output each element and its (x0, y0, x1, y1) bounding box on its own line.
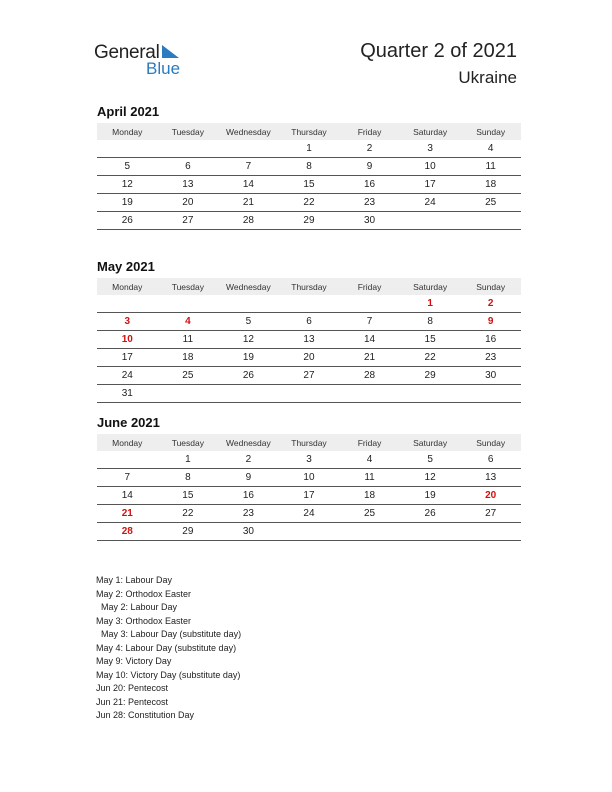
day-cell: 15 (158, 487, 219, 505)
week-row (97, 469, 521, 487)
weekday-header: Thursday (279, 278, 340, 295)
generalblue-logo (94, 40, 194, 80)
day-cell: 1 (158, 451, 219, 469)
day-cell: 1 (279, 140, 340, 158)
page-title: Quarter 2 of 2021 (360, 40, 517, 62)
day-cell (460, 523, 521, 541)
logo-blue-text: Blue (146, 59, 181, 78)
day-cell: 8 (158, 469, 219, 487)
day-cell: 2 (218, 451, 279, 469)
day-cell: 13 (279, 331, 340, 349)
day-cell: 19 (97, 194, 158, 212)
day-cell: 15 (279, 176, 340, 194)
day-cell: 19 (400, 487, 461, 505)
day-cell: 25 (339, 505, 400, 523)
week-row (97, 349, 521, 367)
day-cell: 18 (460, 176, 521, 194)
day-cell (339, 523, 400, 541)
month-april (97, 104, 521, 230)
holiday-item: Jun 20: Pentecost (96, 683, 169, 693)
day-cell (218, 385, 279, 403)
day-cell: 28 (339, 367, 400, 385)
weekday-header: Monday (97, 434, 158, 451)
weekday-header: Thursday (279, 123, 340, 140)
day-cell: 14 (97, 487, 158, 505)
day-cell: 11 (460, 158, 521, 176)
day-cell: 4 (339, 451, 400, 469)
day-cell: 23 (460, 349, 521, 367)
day-cell: 2 (339, 140, 400, 158)
calendar-table (97, 123, 521, 230)
weekday-header: Sunday (460, 123, 521, 140)
weekday-header: Friday (339, 434, 400, 451)
day-cell: 22 (400, 349, 461, 367)
day-cell (158, 385, 219, 403)
day-cell: 17 (279, 487, 340, 505)
weekday-header: Saturday (400, 434, 461, 451)
month-title: June 2021 (97, 415, 160, 430)
week-row (97, 505, 521, 523)
holiday-item: May 2: Orthodox Easter (96, 588, 192, 599)
day-cell: 27 (158, 212, 219, 230)
day-cell: 14 (339, 331, 400, 349)
day-cell: 8 (279, 158, 340, 176)
week-row (97, 140, 521, 158)
day-cell: 10 (97, 331, 158, 349)
day-cell: 6 (279, 313, 340, 331)
day-cell (339, 385, 400, 403)
day-cell (400, 523, 461, 541)
day-cell: 7 (218, 158, 279, 176)
day-cell: 19 (218, 349, 279, 367)
day-cell: 21 (97, 505, 158, 523)
day-cell (339, 295, 400, 313)
day-cell (279, 295, 340, 313)
day-cell: 21 (218, 194, 279, 212)
calendar-table (97, 434, 521, 541)
day-cell: 6 (158, 158, 219, 176)
day-cell: 20 (279, 349, 340, 367)
day-cell: 30 (460, 367, 521, 385)
day-cell: 28 (97, 523, 158, 541)
day-cell: 9 (460, 313, 521, 331)
weekday-header: Tuesday (158, 123, 219, 140)
day-cell (279, 523, 340, 541)
day-cell: 17 (97, 349, 158, 367)
day-cell: 27 (279, 367, 340, 385)
holiday-item: May 1: Labour Day (96, 575, 173, 585)
day-cell: 11 (158, 331, 219, 349)
day-cell: 29 (400, 367, 461, 385)
day-cell: 29 (279, 212, 340, 230)
holiday-item: May 3: Orthodox Easter (96, 615, 192, 626)
month-title: May 2021 (97, 259, 155, 274)
month-title: April 2021 (97, 104, 160, 119)
weekday-header-row (97, 278, 521, 295)
day-cell: 20 (158, 194, 219, 212)
day-cell (460, 385, 521, 403)
day-cell: 12 (400, 469, 461, 487)
day-cell (279, 385, 340, 403)
day-cell: 24 (400, 194, 461, 212)
day-cell: 21 (339, 349, 400, 367)
weekday-header: Monday (97, 123, 158, 140)
day-cell: 7 (97, 469, 158, 487)
day-cell: 25 (158, 367, 219, 385)
day-cell (400, 385, 461, 403)
month-june (97, 415, 521, 541)
day-cell: 25 (460, 194, 521, 212)
week-row (97, 523, 521, 541)
holiday-item: May 4: Labour Day (substitute day) (96, 642, 237, 653)
day-cell: 22 (279, 194, 340, 212)
week-row (97, 295, 521, 313)
day-cell: 5 (400, 451, 461, 469)
day-cell: 15 (400, 331, 461, 349)
day-cell: 9 (339, 158, 400, 176)
weekday-header-row (97, 123, 521, 140)
day-cell: 16 (218, 487, 279, 505)
day-cell: 12 (218, 331, 279, 349)
day-cell: 3 (400, 140, 461, 158)
week-row (97, 212, 521, 230)
logo-general-text: General (94, 42, 160, 63)
calendar-table (97, 278, 521, 403)
day-cell (218, 140, 279, 158)
day-cell: 5 (218, 313, 279, 331)
day-cell: 26 (218, 367, 279, 385)
day-cell: 3 (279, 451, 340, 469)
day-cell: 16 (460, 331, 521, 349)
day-cell: 29 (158, 523, 219, 541)
weekday-header: Saturday (400, 123, 461, 140)
day-cell: 8 (400, 313, 461, 331)
day-cell: 7 (339, 313, 400, 331)
weekday-header: Friday (339, 123, 400, 140)
week-row (97, 313, 521, 331)
day-cell: 4 (460, 140, 521, 158)
day-cell: 3 (97, 313, 158, 331)
day-cell: 18 (158, 349, 219, 367)
day-cell: 11 (339, 469, 400, 487)
holiday-item: Jun 21: Pentecost (96, 696, 169, 707)
week-row (97, 331, 521, 349)
week-row (97, 451, 521, 469)
week-row (97, 158, 521, 176)
weekday-header: Wednesday (218, 278, 279, 295)
day-cell (158, 140, 219, 158)
day-cell: 26 (400, 505, 461, 523)
week-row (97, 194, 521, 212)
weekday-header: Wednesday (218, 434, 279, 451)
week-row (97, 176, 521, 194)
month-may (97, 259, 521, 403)
day-cell: 30 (339, 212, 400, 230)
holiday-item: May 10: Victory Day (substitute day) (96, 669, 241, 680)
holiday-item: May 9: Victory Day (96, 656, 172, 666)
holiday-list (96, 574, 241, 723)
day-cell: 31 (97, 385, 158, 403)
weekday-header-row (97, 434, 521, 451)
holiday-item: May 3: Labour Day (substitute day) (101, 629, 242, 639)
weekday-header: Saturday (400, 278, 461, 295)
day-cell: 20 (460, 487, 521, 505)
weekday-header: Sunday (460, 434, 521, 451)
day-cell: 22 (158, 505, 219, 523)
day-cell: 26 (97, 212, 158, 230)
day-cell: 24 (97, 367, 158, 385)
day-cell: 9 (218, 469, 279, 487)
day-cell: 23 (339, 194, 400, 212)
day-cell: 14 (218, 176, 279, 194)
day-cell: 5 (97, 158, 158, 176)
day-cell: 27 (460, 505, 521, 523)
day-cell: 10 (279, 469, 340, 487)
weekday-header: Friday (339, 278, 400, 295)
day-cell: 13 (158, 176, 219, 194)
day-cell (97, 295, 158, 313)
day-cell (218, 295, 279, 313)
weekday-header: Thursday (279, 434, 340, 451)
holiday-item: May 2: Labour Day (101, 602, 178, 612)
day-cell: 23 (218, 505, 279, 523)
week-row (97, 487, 521, 505)
week-row (97, 367, 521, 385)
day-cell: 4 (158, 313, 219, 331)
weekday-header: Tuesday (158, 434, 219, 451)
day-cell (97, 451, 158, 469)
week-row (97, 385, 521, 403)
day-cell: 2 (460, 295, 521, 313)
day-cell: 30 (218, 523, 279, 541)
day-cell: 6 (460, 451, 521, 469)
day-cell: 17 (400, 176, 461, 194)
weekday-header: Sunday (460, 278, 521, 295)
day-cell (400, 212, 461, 230)
day-cell: 28 (218, 212, 279, 230)
logo-triangle-icon (160, 44, 180, 60)
day-cell (460, 212, 521, 230)
weekday-header: Wednesday (218, 123, 279, 140)
day-cell: 24 (279, 505, 340, 523)
day-cell (158, 295, 219, 313)
day-cell: 1 (400, 295, 461, 313)
day-cell: 10 (400, 158, 461, 176)
holiday-item: Jun 28: Constitution Day (96, 710, 195, 720)
day-cell: 18 (339, 487, 400, 505)
day-cell: 12 (97, 176, 158, 194)
weekday-header: Monday (97, 278, 158, 295)
day-cell: 16 (339, 176, 400, 194)
day-cell: 13 (460, 469, 521, 487)
day-cell (97, 140, 158, 158)
weekday-header: Tuesday (158, 278, 219, 295)
country-name: Ukraine (458, 68, 517, 87)
